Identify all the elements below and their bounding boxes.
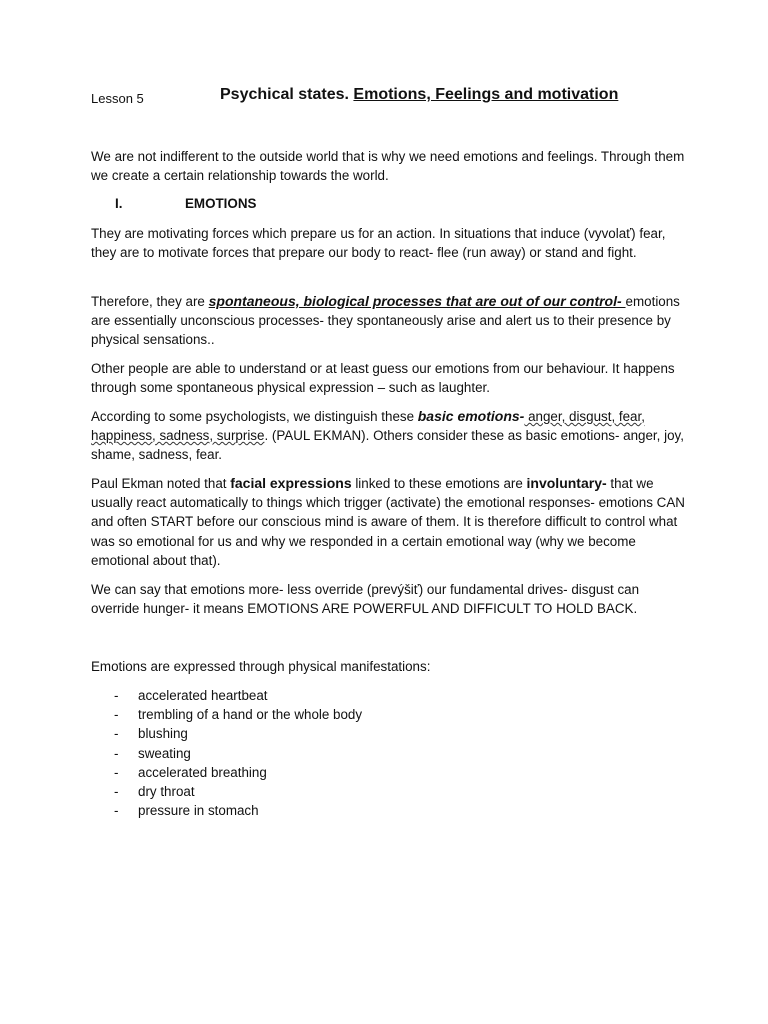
title-plain: Psychical states. [220, 86, 354, 103]
document-header [91, 86, 691, 108]
list-item-text: accelerated heartbeat [138, 688, 268, 703]
list-item-text: sweating [138, 745, 191, 761]
list-item-text: blushing [138, 726, 188, 742]
p5-involuntary: involuntary- [526, 475, 607, 491]
lesson-label: Lesson 5 [91, 91, 144, 106]
paragraph-ekman [91, 474, 691, 570]
p5-a: Paul Ekman noted that [91, 476, 231, 491]
paragraph-spontaneous [91, 292, 691, 350]
list-item [91, 724, 362, 743]
list-dash: - [114, 688, 119, 703]
paragraph-override: We can say that emotions more- less override (prevýšiť) our fundamental drives- disgust can override hunger- it means EMOTIONS ARE POWERFUL AND DIFFICULT TO HOLD BACK. [91, 582, 640, 617]
p2-after: emotions are essentially unconscious processes- they spontaneously arise and alert us to their presence by physical sensations.. [91, 294, 680, 348]
list-item-text: accelerated breathing [138, 764, 267, 780]
list-item-text: dry throat [138, 784, 195, 800]
list-dash: - [114, 764, 119, 780]
list-item [91, 763, 362, 782]
paragraph-motivating-forces: They are motivating forces which prepare us for an action. In situations that induce (vyvolať) fear, they are to motivate forces that prepare our body to react- flee (run away) or stand and fight. [91, 226, 666, 261]
list-item [91, 705, 362, 724]
intro-paragraph: We are not indifferent to the outside world that is why we need emotions and feelings. Through them we create a certain relationship towards the world. [91, 149, 685, 184]
list-item-text: pressure in stomach [138, 803, 259, 819]
paragraph-manifestations: Emotions are expressed through physical manifestations: [91, 659, 431, 674]
p5-e: that we usually react automatically to things which trigger (activate) the emotional responses- emotions CAN and often START before our conscious mind is aware of them. It is therefore difficult to control what was so emotional for us and why we responded in a certain emotional way (why we become emotional about that). [91, 476, 685, 568]
list-dash: - [114, 707, 119, 723]
list-item [91, 782, 362, 801]
p5-facial-expressions: facial expressions [230, 475, 352, 491]
p2-emphasis: spontaneous, biological processes that are out of our control- [208, 293, 626, 309]
page-title [220, 86, 618, 104]
p4-before: According to some psychologists, we distinguish these [91, 409, 418, 424]
list-dash: - [114, 803, 119, 819]
section-heading [91, 196, 256, 211]
section-title: EMOTIONS [185, 196, 257, 211]
list-item [91, 801, 362, 820]
p4-emphasis: basic emotions- [417, 408, 525, 424]
p5-c: linked to these emotions are [351, 476, 527, 491]
list-item [91, 686, 362, 705]
manifestations-list [91, 686, 362, 820]
p4-after: . (PAUL EKMAN). Others consider these as basic emotions- anger, joy, shame, sadness, fear. [91, 428, 684, 463]
p4-marked: anger, disgust, fear, happiness, sadness, surprise [91, 409, 645, 444]
p2-before: Therefore, they are [91, 294, 209, 309]
list-dash: - [114, 745, 119, 761]
title-underlined: Emotions, Feelings and motivation [353, 86, 619, 103]
list-item [91, 744, 362, 763]
paragraph-behaviour: Other people are able to understand or at least guess our emotions from our behaviour. It happens through some spontaneous physical expression – such as laughter. [91, 361, 675, 396]
list-item-text: trembling of a hand or the whole body [138, 707, 363, 723]
paragraph-basic-emotions [91, 407, 691, 465]
list-dash: - [114, 726, 119, 742]
section-number: I. [115, 196, 123, 211]
list-dash: - [114, 784, 119, 800]
